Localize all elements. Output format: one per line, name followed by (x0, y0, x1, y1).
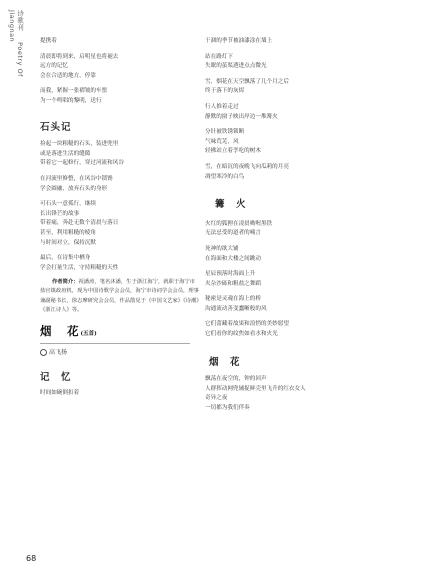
poem-line: 带着它一起修行，穿过河流和风谷 (40, 160, 124, 167)
poem-line: 在河流里修整，在风谷中锁馋 (40, 175, 113, 182)
poem-gouhuo (205, 220, 370, 340)
poem-line: 捡起一块粗糙的石头，装进兜里 (40, 141, 119, 148)
poem-line: 沟通流动善变蠢晰般的风 (205, 305, 267, 312)
poem-line: 失眠的茧渠透进点点微光 (205, 63, 267, 70)
poem-line: 长出锋芒的故事 (40, 210, 80, 217)
poem-line: 带着痛，奔赴无数个清晨与落日 (40, 220, 119, 227)
section-title-note: (五首) (80, 331, 97, 338)
poem-line: 奇异之夜 (205, 395, 228, 402)
section-title: 烟 花(五首) (40, 324, 97, 339)
poem-line: 气味荒芜，风 (205, 138, 239, 145)
left-column (40, 37, 205, 398)
journal-sidebar-mark (8, 10, 22, 105)
poem-line: 甚至，利用粗糙的棱角 (40, 229, 96, 236)
poem-shitouji (40, 140, 205, 273)
poem-line: 静默的窗子映出岸边一堆篝火 (205, 113, 278, 120)
poem-title-gouhuo: 篝 火 (215, 199, 247, 211)
journal-subtitle: Poetry Of Jiangnan (8, 10, 24, 77)
poem-line: 而我，紧握一张褶皱的车票 (40, 88, 108, 95)
poem-line: 与时间对立，保持沉默 (40, 239, 96, 246)
journal-title: 诗歌刊 (16, 10, 24, 31)
poem-line: 干涸的季节被油漆涂在墙上 (205, 38, 273, 44)
poem-line: 火红的狐狸在凌晨呦喔黑铁 (205, 220, 273, 227)
poem-line: 远方的记忆 (40, 63, 68, 70)
author-bullet-icon (40, 349, 47, 356)
poem-line: 夹杂沙砾和粗盐之舞蹈 (205, 280, 261, 287)
poem-line: 雪，在暗沉的夜晚飞向瓜莉的月亮 (205, 163, 289, 170)
poem-jiyi (40, 389, 205, 399)
poem-line: 一切都为我们伴奏 (205, 405, 250, 412)
poem-line: 站在路灯下 (205, 53, 233, 60)
poem-line: 无法忌受的道者的喃言 (205, 230, 261, 237)
section-divider (40, 343, 190, 344)
poem-title-shitouji: 石头记 (40, 121, 72, 133)
poem-line: 可石头一意孤行，继续 (40, 201, 96, 208)
poem-line: 飘荡在夜空的，钟的回声 (205, 376, 267, 383)
poem-line: 会在合适的地方，停靠 (40, 72, 96, 79)
page-number: 68 (26, 554, 37, 563)
poem-line: 人群挥动网兜辅捉鲜壳里飞升的红衣女人 (205, 385, 306, 392)
poem-line: 为一个鸣唱的黎明，送行 (40, 97, 102, 104)
poem-line: 清晨即将到来，启明星也将褪去 (40, 53, 119, 60)
poem-yanhua (205, 375, 370, 413)
poem-line: 学会圆融，放弃石头的身形 (40, 185, 108, 192)
right-column (205, 37, 370, 414)
poem-line: 最后，在诗集中栖身 (40, 255, 91, 262)
poem-line: 它们蕾藏着故果和浪悄的美妙愿望 (205, 321, 289, 328)
poem-line: 分针被铁锈锁断 (205, 129, 245, 136)
poem-line: 时间如碗倒扣着 (40, 389, 80, 396)
bio-label: 作者简介： (52, 279, 79, 286)
poem-line: 它们看你的纹焦如看水和火光 (205, 331, 278, 338)
poem-line: 或是落进生活的缝隙 (40, 150, 91, 157)
section-author: 高飞扬 (40, 348, 205, 358)
poem-line: 秘密是灵魂在海上的桥 (205, 296, 261, 303)
poem-line: 死神的欲大铺 (205, 245, 239, 252)
poem-line: 学会打量生活，守持粗糙的天性 (40, 264, 119, 271)
bio-text: 祝潘涛，笔名沐潘，生于浙江海宁，就职于海宁市盐官镇政府机，现为中国诗歌学会会员，海宁市诗词学会会员，理事兼副秘书长，徐志摩研究会会员，作品散见于《中国文艺家》《诗潮》《浙江诗人》等。 (40, 279, 199, 313)
journal-name (8, 10, 25, 105)
poem-line: 星辰预落时海面上升 (205, 271, 256, 278)
poem-continued (40, 37, 205, 107)
poem-title-yanhua: 烟 花 (209, 356, 241, 368)
poem-line: 凋望寒冷的白鸟 (205, 173, 245, 180)
poem-line: 提携着 (40, 38, 57, 44)
poem-line: 行人推着走过 (205, 103, 239, 110)
poem-line: 在海面和大楼之间跳动 (205, 255, 261, 262)
author-bio (40, 278, 200, 315)
poem-continued-right (205, 37, 370, 182)
poem-line: 轻拂站立着孪吃的树木 (205, 148, 261, 155)
poem-line: 雪，烟花在天空飘落了几个月之后 (205, 78, 289, 85)
poem-title-jiyi: 记 忆 (40, 372, 72, 384)
poem-line: 终于落下的灰烬 (205, 88, 245, 95)
